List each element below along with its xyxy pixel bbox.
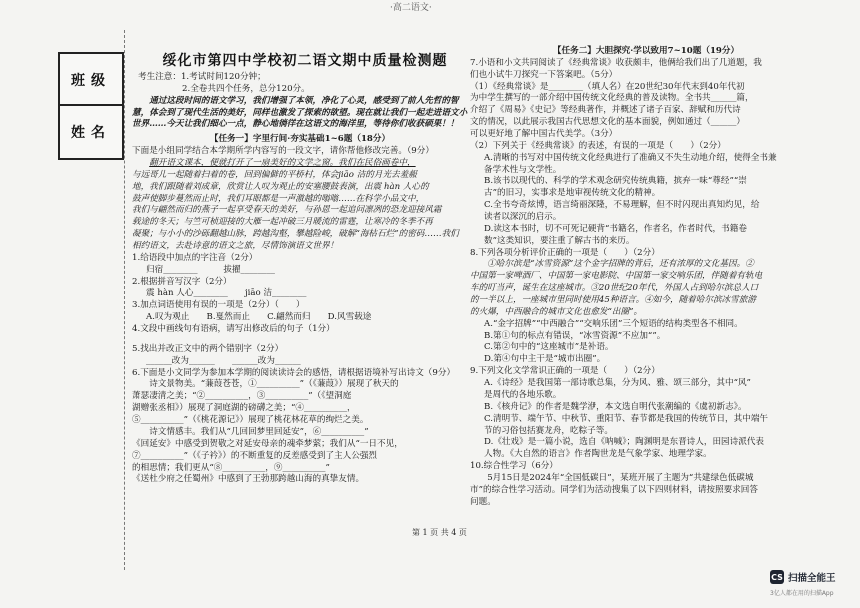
option-line: B.《核舟记》的作者是魏学洢，本文选自明代张潮编的《虞初新志》。 <box>484 401 747 412</box>
option-line: 是周代的各地乐歌。 <box>484 389 562 400</box>
option-line: C.第②句中的“这座城市”是补语。 <box>484 342 614 353</box>
question-line: 1.给语段中加点的字注音（2分） <box>132 252 258 263</box>
passage-line: 的一半以上，一座城市里同时使用45种语言。④如今，随着哈尔滨冰雪旅游 <box>470 295 756 306</box>
option-line: 数”这类知识，要注重了解古书的来历。 <box>484 235 635 246</box>
answer-line: 震 hàn 人心________ jiāo 洁________ <box>146 288 307 299</box>
passage-line: ①哈尔滨是“冰雪资源”这个金字招牌的背后，还有浓厚的文化基因。② <box>487 259 754 270</box>
name-label: 姓名 <box>71 125 111 141</box>
passage-line: 相约语文，去赴诗意的语文之旅，尽情饰演语文世界！ <box>132 241 339 252</box>
question-line: （1）《经典常谈》是________（填人名）在20世纪30年代末到40年代初 <box>470 81 745 92</box>
question-line: 9.下列文化文学常识正确的一项是（ ）（2分） <box>470 366 660 377</box>
scanner-logo <box>770 570 836 584</box>
poem-line: ⑦__________”（《子衿》）的不断重复的反差感受到了主人公强烈 <box>132 450 378 461</box>
passage-line: 鼓声使脚步蔓然而止时，我们耳眼都是一声激越的嗡嗡……在科学小品文中， <box>132 193 425 204</box>
question-line: 们也小试牛刀探究一下答案吧。（5分） <box>470 69 618 80</box>
option-line: C.全书夸奇炫博，语言绮丽深隆，不易理解，但不时闪现出真知灼见，给 <box>484 200 760 211</box>
option-line: 节的习俗包括赛龙舟，吃粽子等。 <box>484 425 613 436</box>
option-line: D.第④句中主干是“城市出圈”。 <box>484 354 606 365</box>
passage-line: 中国第一家啤酒厂、中国第一家电影院、中国第一家交响乐团，伴随着有轨电 <box>470 271 763 282</box>
question-line: 市”的综合性学习活动。同学们为活动搜集了以下四则材料，请按照要求回答 <box>470 484 758 495</box>
camscanner-icon: CS <box>770 570 784 584</box>
section-title-task2: 【任务二】大胆探究·学以致用7~10题（19分） <box>552 46 740 56</box>
passage-line: 我们与翩然而归的燕子一起享受春天的美好，与孙恩一起追问凛冽的恐龙迎接风霜 <box>132 205 442 216</box>
question-line: 5.找出并改正文中的两个错别字（2分） <box>132 343 284 354</box>
option-line: B.第①句的标点有错误，“冰雪资源”不应加“”。 <box>484 330 666 341</box>
option-line: D.《壮戏》是一篇小说，选自《呐喊》；陶渊明是东晋诗人，田园诗派代表 <box>484 437 765 448</box>
passage-line: 凝聚；与小小的沙砾翻越山脉，跨越沟壑，攀越险峻，破解“海枯石烂”的密码……我们 <box>132 229 459 240</box>
question-line: 8.下列各项分析评价正确的一项是（ ）（2分） <box>470 247 660 258</box>
section-title-task1: 【任务一】字里行间·夯实基础1~6题（18分） <box>209 134 391 145</box>
top-note: ·高二语文· <box>390 3 432 13</box>
question-line: 下面是小组同学结合本学期所学内容写的一段文字，请你帮他修改完善。（9分） <box>132 146 434 157</box>
option-line: C.清明节、端午节、中秋节、重阳节、春节都是我国的传统节日，其中端午 <box>484 413 769 424</box>
passage-line: 翻开语文课本，便就打开了一扇美好的文学之窗。我们在民俗画卷中， <box>149 158 416 169</box>
notice-line: 2.全卷共四个任务，总分120分。 <box>182 83 310 94</box>
option-line: A.叹为观止 B.戛然而止 C.翩然而归 D.风雪载途 <box>146 312 372 323</box>
poem-line: ⑤__________”（《桃花源记》）展现了桃花林花草的绚烂之美。 <box>132 415 369 426</box>
poem-line: 诗文景物美。“蒹葭苍苍，①__________”（《蒹葭》）展现了秋天的 <box>149 379 399 390</box>
scanner-tagline: 3亿人都在用的扫描App <box>770 590 834 597</box>
question-line: 文的情况，以此展示我国古代思想文化的基本面貌，例如通过（______） <box>470 117 746 128</box>
option-line: 备学术性与文学性。 <box>484 164 562 175</box>
option-line: 读者以深沉的启示。 <box>484 212 562 223</box>
option-line: 人物。《大自然的语言》作者陶世龙是气象学家、地理学家。 <box>484 449 712 460</box>
question-line: 5月15日是2024年“全国低碳日”，某班开展了主题为“共建绿色低碳城 <box>487 472 754 483</box>
binding-line <box>124 30 125 570</box>
option-line: D.读这本书时，切不可死记硬背“书籍名，作者名，作者时代，书籍卷 <box>484 223 747 234</box>
question-line: 4.文段中画线句有语病，请写出修改后的句子（1分） <box>132 324 335 335</box>
option-line: A.清晰的书写对中国传统文化经典进行了准确又不失生动地介绍，使得全书兼 <box>484 152 777 163</box>
answer-line: 归宿________ 拔擢________ <box>146 264 275 275</box>
question-line: 可以更好地了解中国古代美学。（3分） <box>470 129 618 140</box>
question-line: 6.下面是小文同学为参加本学期的阅读读诗会的感悟，请根据语境补写出诗文（9分） <box>132 367 456 378</box>
question-line: 7.小语和小文共同阅读了《经典常谈》收获颇丰，他俩给我们出了几道题，我 <box>470 57 762 68</box>
question-line: 2.根据拼音写汉字（2分） <box>132 276 232 287</box>
class-label: 班级 <box>71 73 111 89</box>
passage-line: 地，我们跟随着刘成章，欣赏让人叹为观止的安塞腰鼓表演，出震 hàn 人心的 <box>132 181 429 192</box>
scanner-name: 扫描全能王 <box>788 573 836 584</box>
option-line: A.“金字招牌”“中西融合”“交响乐团”三个短语的结构类型各不相同。 <box>484 318 743 329</box>
option-line: 古”的旧习，实事求是地审视传统文化的精神。 <box>484 188 661 199</box>
name-box <box>58 104 124 160</box>
question-line: 问题。 <box>470 496 496 507</box>
page-number: 第 1 页 共 4 页 <box>412 528 467 537</box>
question-line: （2）下列关于《经典常谈》的表述，有误的一项是（ ）（2分） <box>470 140 726 151</box>
option-line: B.该书以现代的、科学的学术观念研究传统典籍，摈弃一味“尊经”“崇 <box>484 176 747 187</box>
exam-title: 绥化市第四中学校初二语文期中质量检测题 <box>162 53 448 69</box>
question-line: 3.加点词语使用有误的一项是（2分）（ ） <box>132 300 305 311</box>
poem-line: 湖赠张丞相》）展现了洞庭湖的磅礴之美；“④__________， <box>132 403 356 414</box>
poem-line: 萧瑟凄清之美；“②__________，③__________”（《望洞庭 <box>132 391 352 402</box>
poem-line: 的相思情；我们更从“⑧__________，⑨__________” <box>132 462 330 473</box>
class-box <box>58 52 124 108</box>
poem-line: 《回延安》中感受到贺敬之对延安母亲的魂牵梦萦；我们从“一日不见， <box>132 438 403 449</box>
blank-line <box>132 336 468 344</box>
notice-line: 考生注意：1.考试时间120分钟； <box>138 72 266 82</box>
passage-line: 与远哥儿一起随着扫着的卷，回到偏僻的平桥村，体会jiāo 洁的月光去羞赧 <box>132 169 417 180</box>
poem-line: 诗文情感丰。我们从“几回回梦里回延安”，⑥__________” <box>149 426 369 437</box>
question-line: 介绍了《周易》《史记》等经典著作，并概述了诸子百家、辞赋和历代诗 <box>470 105 741 116</box>
passage-line: 的火爆，中西融合的城市文化也愈发“出圈”。 <box>470 306 643 317</box>
passage-line: 载途的冬天；与竺可桢迎接的大雁一起冲破三月暖流的雷霆，让寒冷的冬季不再 <box>132 217 433 228</box>
left-column <box>132 72 468 486</box>
answer-line: ______改为______ ______改为______ <box>146 355 301 366</box>
right-column <box>470 46 822 509</box>
poem-line: 《送杜少府之任蜀州》中感到了王勃那跨越山海的真挚友情。 <box>132 474 365 485</box>
passage-line: 车的叮当声，诞生在这座城市。③20世纪20年代，外国人占到哈尔滨总人口 <box>470 283 759 294</box>
question-line: 为中学生撰写的一部介绍中国传统文化经典的普及读物。全书共______篇， <box>470 93 754 104</box>
intro-paragraph: 通过这段时间的语文学习，我们增强了本领，净化了心灵，感受到了前人先哲的智慧，体会到了现代生活的美好，同样也激发了探索的欲望。现在就让我们一起走进语文小世界……今天让我们细心一点，静心地徜徉在这语文的海洋里，等待你们收获硕果！！ <box>132 95 468 130</box>
option-line: A.《诗经》是我国第一部诗歌总集，分为风、雅、颂三部分，其中“风” <box>484 378 751 389</box>
question-line: 10.综合性学习（6分） <box>470 461 558 472</box>
